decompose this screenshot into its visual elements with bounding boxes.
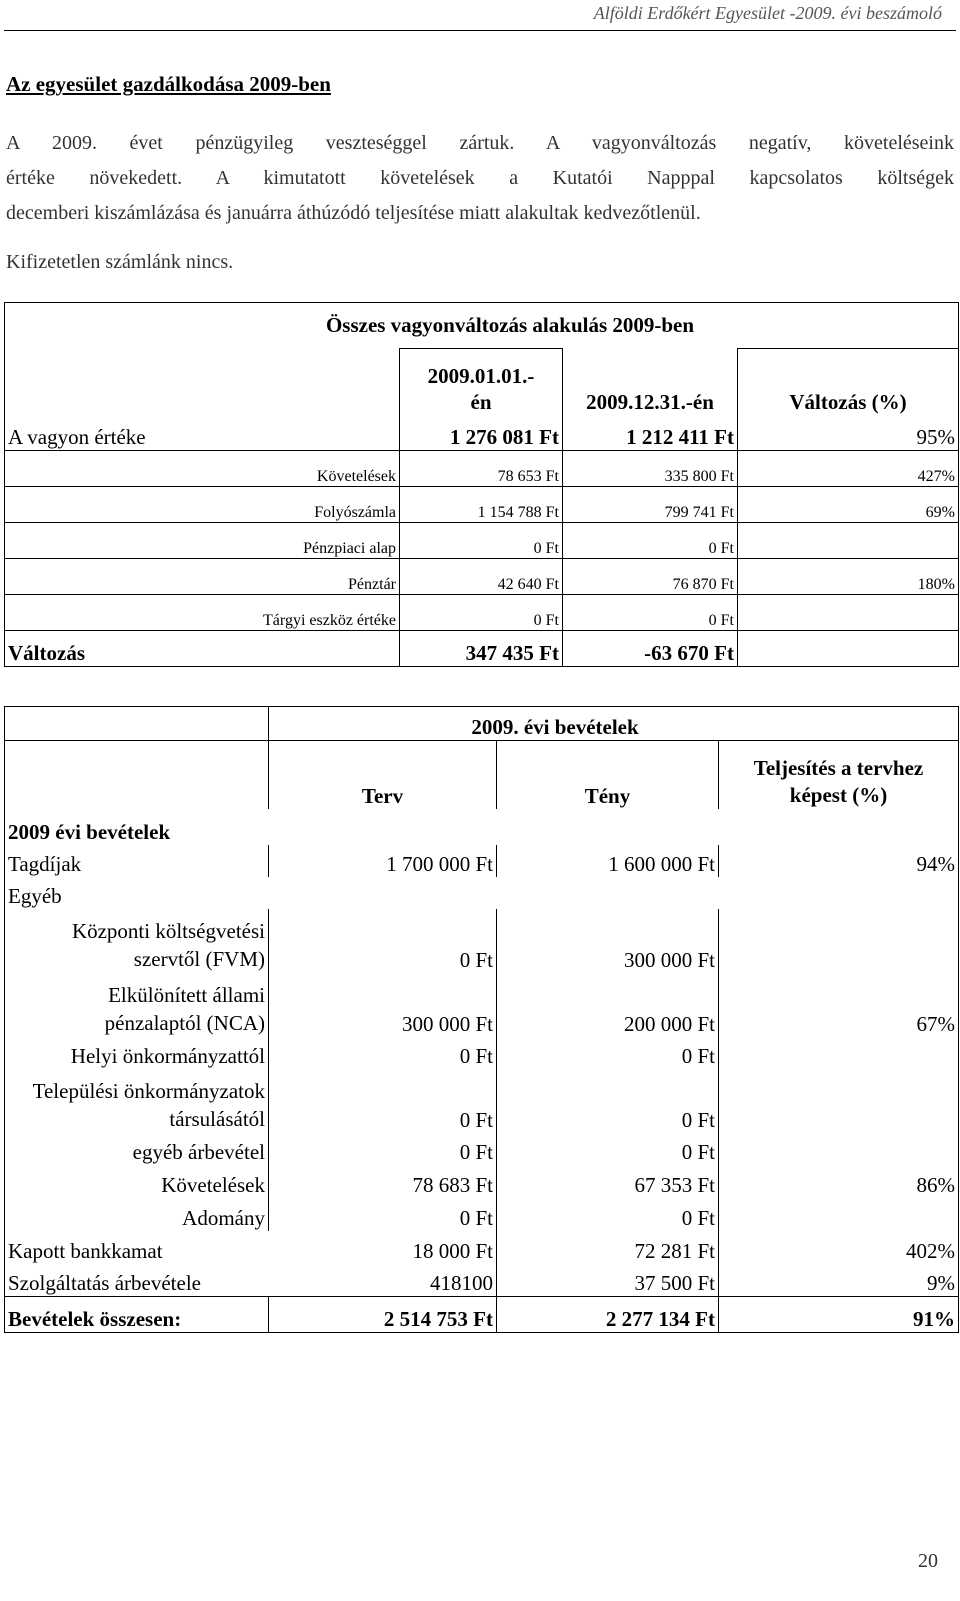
assets-total-pct: 95% bbox=[738, 415, 959, 451]
assets-col-start: 2009.01.01.- én bbox=[400, 349, 563, 415]
income-table bbox=[4, 706, 959, 1333]
paragraph-1-line-1: A 2009. évet pénzügyileg veszteséggel zártuk. A vagyonváltozás negatív, követeléseink bbox=[6, 132, 954, 154]
assets-change-row bbox=[5, 631, 959, 667]
income-total-row bbox=[5, 1297, 959, 1333]
assets-table-title: Összes vagyonváltozás alakulás 2009-ben bbox=[5, 303, 959, 349]
running-header: Alföldi Erdőkért Egyesület -2009. évi beszámoló bbox=[593, 3, 942, 23]
income-table-title: 2009. évi bevételek bbox=[269, 707, 959, 741]
paragraph-1-line-2: értéke növekedett. A kimutatott követelések a Kutatói Napppal kapcsolatos költségek bbox=[6, 167, 954, 189]
assets-total-row bbox=[5, 415, 959, 451]
income-row: Tagdíjak 1 700 000 Ft 1 600 000 Ft 94% bbox=[5, 845, 959, 877]
income-row: Települési önkormányzatok társulásától 0 Ft 0 Ft bbox=[5, 1069, 959, 1133]
income-group-label: 2009 évi bevételek bbox=[5, 809, 497, 845]
paragraph-1 bbox=[6, 126, 954, 231]
income-total-actual: 2 277 134 Ft bbox=[497, 1297, 719, 1333]
income-row: Központi költségvetési szervtől (FVM) 0 Ft 300 000 Ft bbox=[5, 909, 959, 973]
income-col-plan: Terv bbox=[269, 741, 497, 809]
assets-total-label: A vagyon értéke bbox=[5, 415, 400, 451]
income-row: Követelések 78 683 Ft 67 353 Ft 86% bbox=[5, 1165, 959, 1198]
income-row: egyéb árbevétel 0 Ft 0 Ft bbox=[5, 1133, 959, 1165]
income-col-actual: Tény bbox=[497, 741, 719, 809]
income-total-pct: 91% bbox=[719, 1297, 959, 1333]
assets-total-end: 1 212 411 Ft bbox=[563, 415, 738, 451]
income-row: Kapott bankkamat 18 000 Ft 72 281 Ft 402% bbox=[5, 1231, 959, 1264]
income-row: Helyi önkormányzattól 0 Ft 0 Ft bbox=[5, 1037, 959, 1069]
paragraph-2: Kifizetetlen számlánk nincs. bbox=[6, 251, 234, 273]
income-total-label: Bevételek összesen: bbox=[5, 1297, 269, 1333]
income-group-row bbox=[5, 809, 959, 845]
assets-row: Követelések 78 653 Ft 335 800 Ft 427% bbox=[5, 451, 959, 487]
income-col-performance: Teljesítés a tervhez képest (%) bbox=[719, 741, 959, 809]
assets-header-row bbox=[5, 349, 959, 415]
assets-total-start: 1 276 081 Ft bbox=[400, 415, 563, 451]
assets-change-end: -63 670 Ft bbox=[563, 631, 738, 667]
income-total-plan: 2 514 753 Ft bbox=[269, 1297, 497, 1333]
assets-row: Pénzpiaci alap 0 Ft 0 Ft bbox=[5, 523, 959, 559]
assets-change-label: Változás bbox=[5, 631, 400, 667]
assets-col-end: 2009.12.31.-én bbox=[586, 389, 714, 414]
section-title: Az egyesület gazdálkodása 2009-ben bbox=[6, 72, 331, 96]
income-title-row bbox=[5, 707, 959, 741]
assets-change-start: 347 435 Ft bbox=[400, 631, 563, 667]
income-row: Egyéb bbox=[5, 877, 959, 909]
income-row: Szolgáltatás árbevétele 418100 37 500 Ft 9% bbox=[5, 1264, 959, 1297]
page-number: 20 bbox=[918, 1550, 938, 1572]
assets-col-change: Változás (%) bbox=[738, 349, 959, 415]
income-row: Elkülönített állami pénzalaptól (NCA) 300 000 Ft 200 000 Ft 67% bbox=[5, 973, 959, 1037]
assets-title-row bbox=[5, 303, 959, 349]
paragraph-1-line-3: decemberi kiszámlázása és januárra áthúzódó teljesítése miatt alakultak kedvezőtlenül. bbox=[6, 202, 701, 224]
assets-table bbox=[4, 302, 959, 667]
assets-row: Pénztár 42 640 Ft 76 870 Ft 180% bbox=[5, 559, 959, 595]
assets-row: Tárgyi eszköz értéke 0 Ft 0 Ft bbox=[5, 595, 959, 631]
income-row: Adomány 0 Ft 0 Ft bbox=[5, 1198, 959, 1231]
header-rule bbox=[4, 30, 956, 31]
assets-row: Folyószámla 1 154 788 Ft 799 741 Ft 69% bbox=[5, 487, 959, 523]
income-header-row bbox=[5, 741, 959, 809]
